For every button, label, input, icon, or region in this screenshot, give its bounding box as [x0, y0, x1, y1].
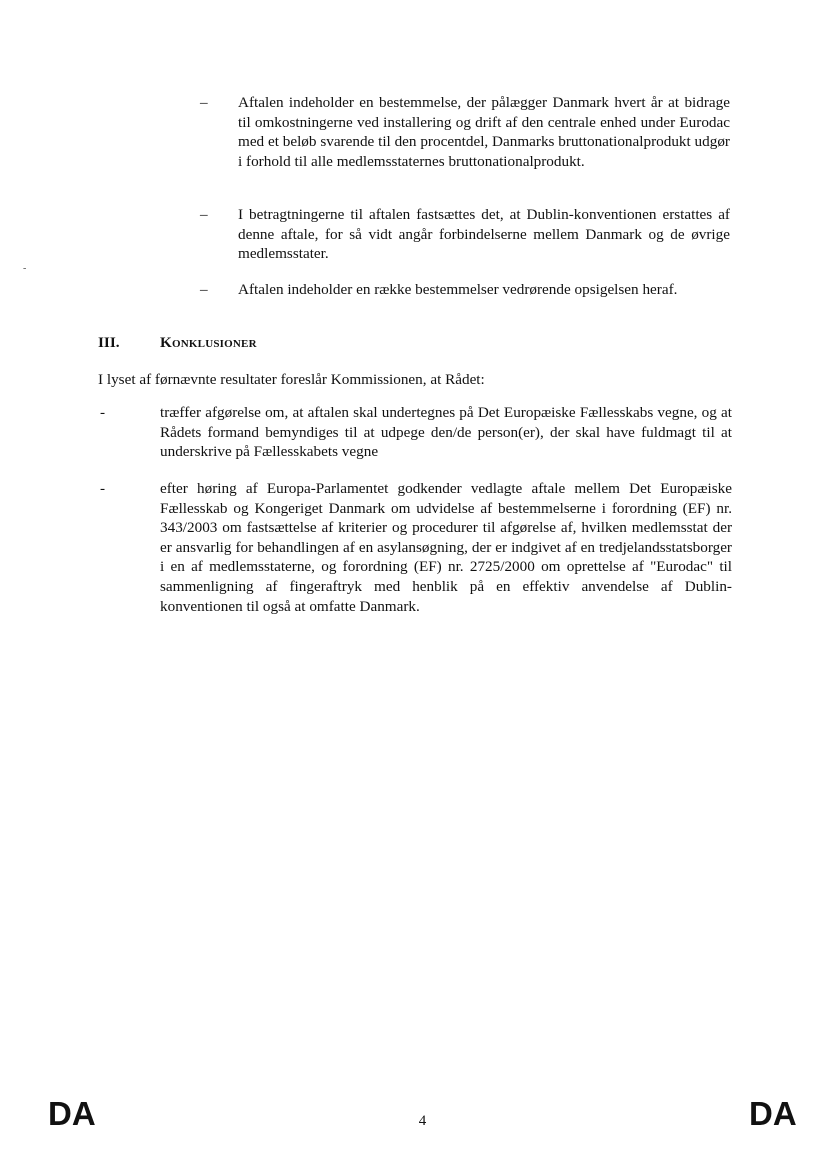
intro-item-3: Aftalen indeholder en række bestemmelser vedrørende opsigelsen heraf. [238, 281, 678, 298]
conclusion-item-1: træffer afgørelse om, at aftalen skal undertegnes på Det Europæiske Fællesskabs vegne, og at Rådets formand bemyndiges til at udpege den/de person(er), der skal have fuldmagt til at underskrive på Fællesskabets vegne [160, 404, 732, 461]
list-dash: – [200, 94, 208, 111]
scan-speck: - [23, 263, 27, 274]
list-dash: - [100, 480, 106, 497]
page-number: 4 [418, 1113, 427, 1129]
intro-item-2: I betragtningerne til aftalen fastsættes det, at Dublin-konventionen erstattes af denne aftale, for så vidt angår forbindelserne mellem Danmark og de øvrige medlemsstater. [238, 206, 730, 263]
language-code-right: DA [749, 1095, 797, 1132]
language-code-left: DA [48, 1095, 96, 1132]
intro-item-1: Aftalen indeholder en bestemmelse, der pålægger Danmark hvert år at bidrage til omkostningerne ved installering og drift af den centrale enhed under Eurodac med et beløb svarende til den procentdel, Danmarks bruttonationalprodukt udgør i forhold til alle medlemsstaternes bruttonationalprodukt. [238, 94, 730, 170]
list-dash: – [200, 206, 208, 223]
section-intro: I lyset af førnævnte resultater foreslår Kommissionen, at Rådet: [98, 371, 485, 388]
section-number: III. [98, 334, 120, 351]
list-dash: - [100, 404, 106, 421]
list-dash: – [200, 281, 208, 298]
section-title: Konklusioner [160, 334, 257, 351]
conclusion-item-2: efter høring af Europa-Parlamentet godkender vedlagte aftale mellem Det Europæiske Fællesskab og Kongeriget Danmark om udvidelse af bestemmelserne i forordning (EF) nr. 343/2003 om fastsættelse af kriterier og procedurer til afgørelse af, hvilken medlemsstat der er ansvarlig for behandlingen af en asylansøgning, der er indgivet af en tredjelandsstatsborger i en af medlemsstaterne, og forordning (EF) nr. 2725/2000 om oprettelse af "Eurodac" til sammenligning af fingeraftryk med henblik på en effektiv anvendelse af Dublin-konventionen til også at omfatte Danmark. [160, 480, 732, 615]
